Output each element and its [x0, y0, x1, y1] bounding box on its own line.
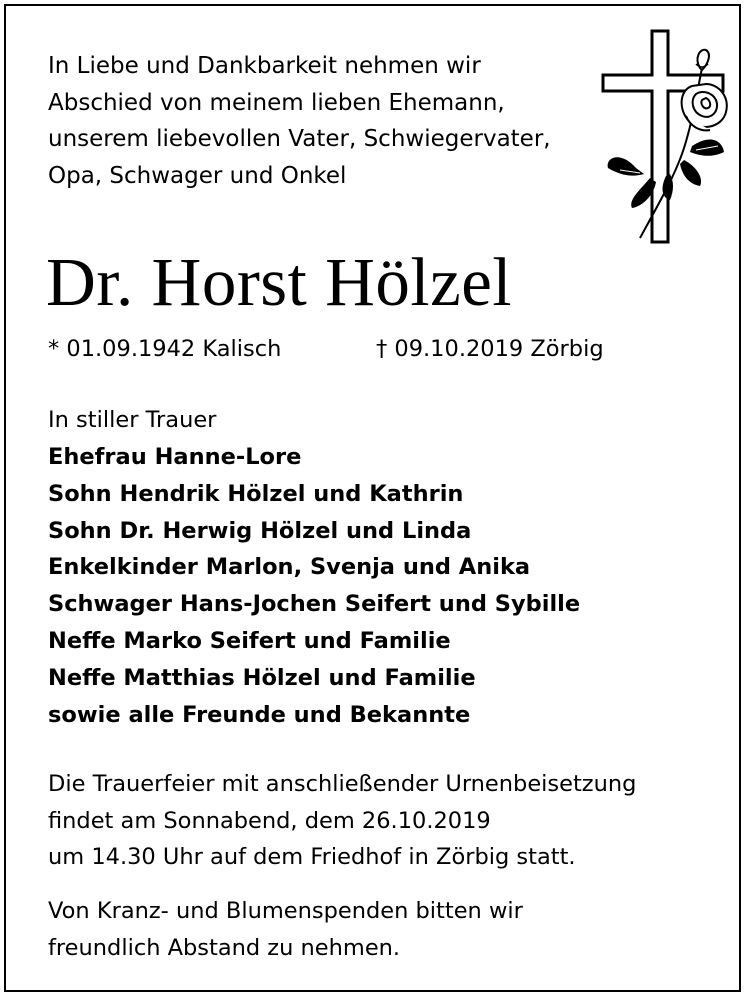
mourners-list [48, 439, 580, 733]
mourner-line: Ehefrau Hanne-Lore [48, 444, 302, 470]
obituary-frame [4, 4, 741, 992]
mourner-line: Neffe Marko Seifert und Familie [48, 627, 451, 654]
intro-text [48, 48, 608, 194]
deceased-name: Dr. Horst Hölzel [46, 244, 513, 320]
donation-line: Von Kranz- und Blumenspenden bitten wir [48, 898, 523, 924]
ceremony-info [48, 766, 636, 876]
intro-line: Abschied von meinem lieben Ehemann, [48, 89, 505, 116]
mourner-line: Sohn Dr. Herwig Hölzel und Linda [48, 517, 472, 544]
mourner-line: Enkelkinder Marlon, Svenja und Anika [48, 554, 531, 581]
birth-info: * 01.09.1942 Kalisch [48, 336, 282, 362]
mourner-line: Sohn Hendrik Hölzel und Kathrin [48, 480, 464, 507]
mourning-heading: In stiller Trauer [48, 407, 217, 433]
donation-line: freundlich Abstand zu nehmen. [48, 934, 401, 961]
intro-line: In Liebe und Dankbarkeit nehmen wir [48, 53, 481, 79]
mourner-line: Schwager Hans-Jochen Seifert und Sybille [48, 591, 581, 618]
mourner-line: sowie alle Freunde und Bekannte [48, 701, 471, 728]
donation-note [48, 893, 523, 966]
ceremony-line: um 14.30 Uhr auf dem Friedhof in Zörbig statt. [48, 844, 576, 870]
intro-line: unserem liebevollen Vater, Schwiegervater, [48, 126, 551, 152]
death-info: † 09.10.2019 Zörbig [376, 336, 604, 362]
mourner-line: Neffe Matthias Hölzel und Familie [48, 664, 476, 691]
intro-line: Opa, Schwager und Onkel [48, 162, 347, 189]
ceremony-line: findet am Sonnabend, dem 26.10.2019 [48, 807, 491, 834]
cross-with-rose-icon [600, 28, 740, 250]
ceremony-line: Die Trauerfeier mit anschließender Urnenbeisetzung [48, 771, 637, 797]
